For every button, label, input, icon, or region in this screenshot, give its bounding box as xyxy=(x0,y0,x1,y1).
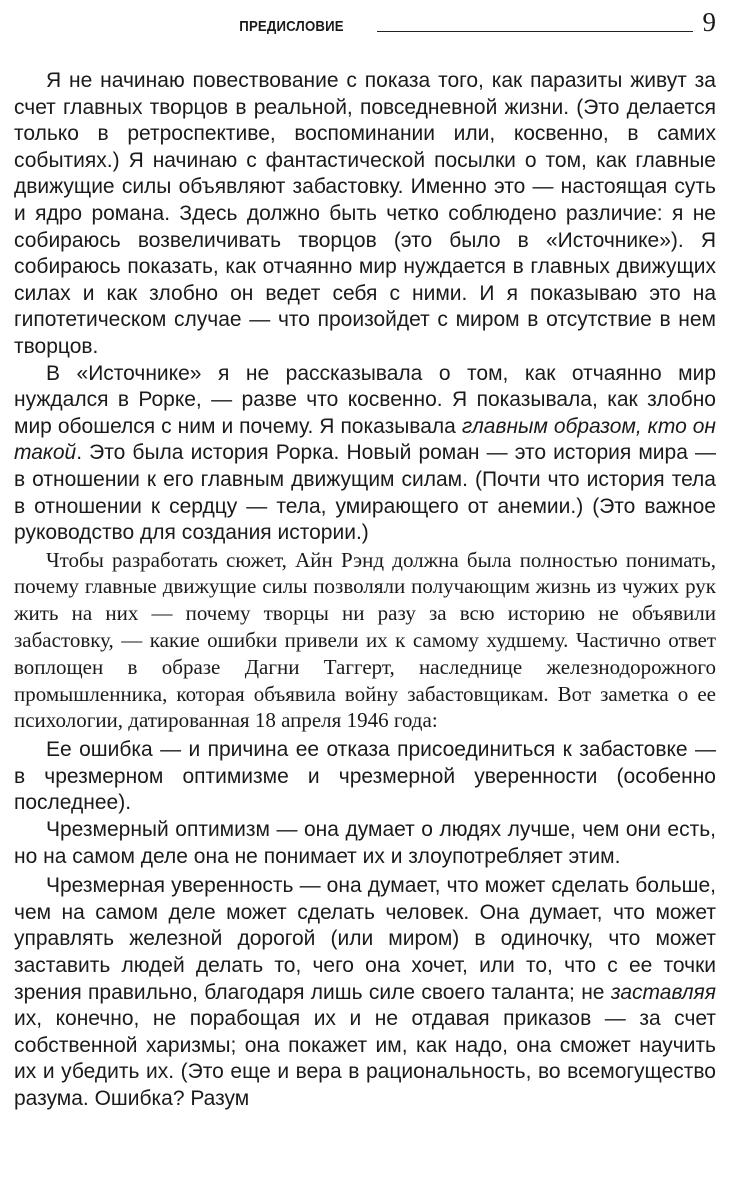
text-run: Чрезмерная уверенность — она думает, что может сделать больше, чем на самом деле может сделать человек. Она думает, что может управлять железной дорогой (или миром) в одиночку, что может заставить людей делать то, чего она хочет, или то, что с ее точки зрения правильно, благодаря лишь силе своего таланта; не xyxy=(14,874,716,1004)
text-run: их, конечно, не порабощая их и не отдавая приказов — за счет собственной харизмы; она покажет им, как надо, она сможет научить их и убедить их. (Это еще и вера в рациональность, во всемогущество разума. Ошибка? Разум xyxy=(14,1007,716,1110)
text-run: . Это была история Рорка. Новый роман — это история мира — в отношении к его главным движущим силам. (Почти что история тела в отношении к сердцу — тела, умирающего от анемии.) (Это важное руководство для создания истории.) xyxy=(14,441,716,545)
page-header xyxy=(14,0,716,36)
paragraph-1 xyxy=(14,68,716,361)
text-run: Чтобы разработать сюжет, Айн Рэнд должна была полностью понимать, почему главные движущие силы позволяли получающим жизнь из чужих рук жить на них — почему творцы ни разу за всю историю не объявили забастовку, — какие ошибки привели их к самому худшему. Частично ответ воплощен в образе Дагни Таггерт, наследнице железнодорожного промышленника, которая объявила войну забастовщикам. Вот заметка о ее психологии, датированная 18 апреля 1946 года: xyxy=(14,547,716,733)
header-rule xyxy=(377,31,693,32)
text-run: Ее ошибка — и причина ее отказа присоединиться к забастовке — в чрезмерном оптимизме и чрезмерной уверенности (особенно последнее). xyxy=(14,738,716,815)
paragraph-3 xyxy=(14,547,716,735)
text-run: Я не начинаю повествование с показа того, как паразиты живут за счет главных творцов в реальной, повседневной жизни. (Это делается только в ретроспективе, воспоминании или, косвенно, в самих событиях.) Я начинаю с фантастической посылки о том, как главные движущие силы объявляют забастовку. Именно это — настоящая суть и ядро романа. Здесь должно быть четко соблюдено различие: я не собираюсь возвеличивать творцов (это было в «Источнике»). Я собираюсь показать, как отчаянно мир нуждается в главных движущих силах и как злобно он ведет себя с ними. И я показываю это на гипотетическом случае — что произойдет с миром в отсутствие в нем творцов. xyxy=(14,69,716,358)
paragraph-4 xyxy=(14,737,716,817)
italic-phrase: главным образом, кто он такой xyxy=(14,414,716,465)
italic-phrase: заставляя xyxy=(610,980,716,1004)
paragraph-2 xyxy=(14,361,716,547)
paragraph-5 xyxy=(14,817,716,870)
page-body xyxy=(14,68,716,1113)
text-run: Чрезмерный оптимизм — она думает о людях лучше, чем они есть, но на самом деле она не понимает их и злоупотребляет этим. xyxy=(14,818,716,868)
page-number: 9 xyxy=(702,7,716,37)
running-head: ПРЕДИСЛОВИЕ xyxy=(239,18,344,35)
text-run: В «Источнике» я не рассказывала о том, как отчаянно мир нуждался в Рорке, — разве что косвенно. Я показывала, как злобно мир обошелся с ним и почему. Я показывала xyxy=(14,361,716,438)
paragraph-6 xyxy=(14,873,716,1112)
